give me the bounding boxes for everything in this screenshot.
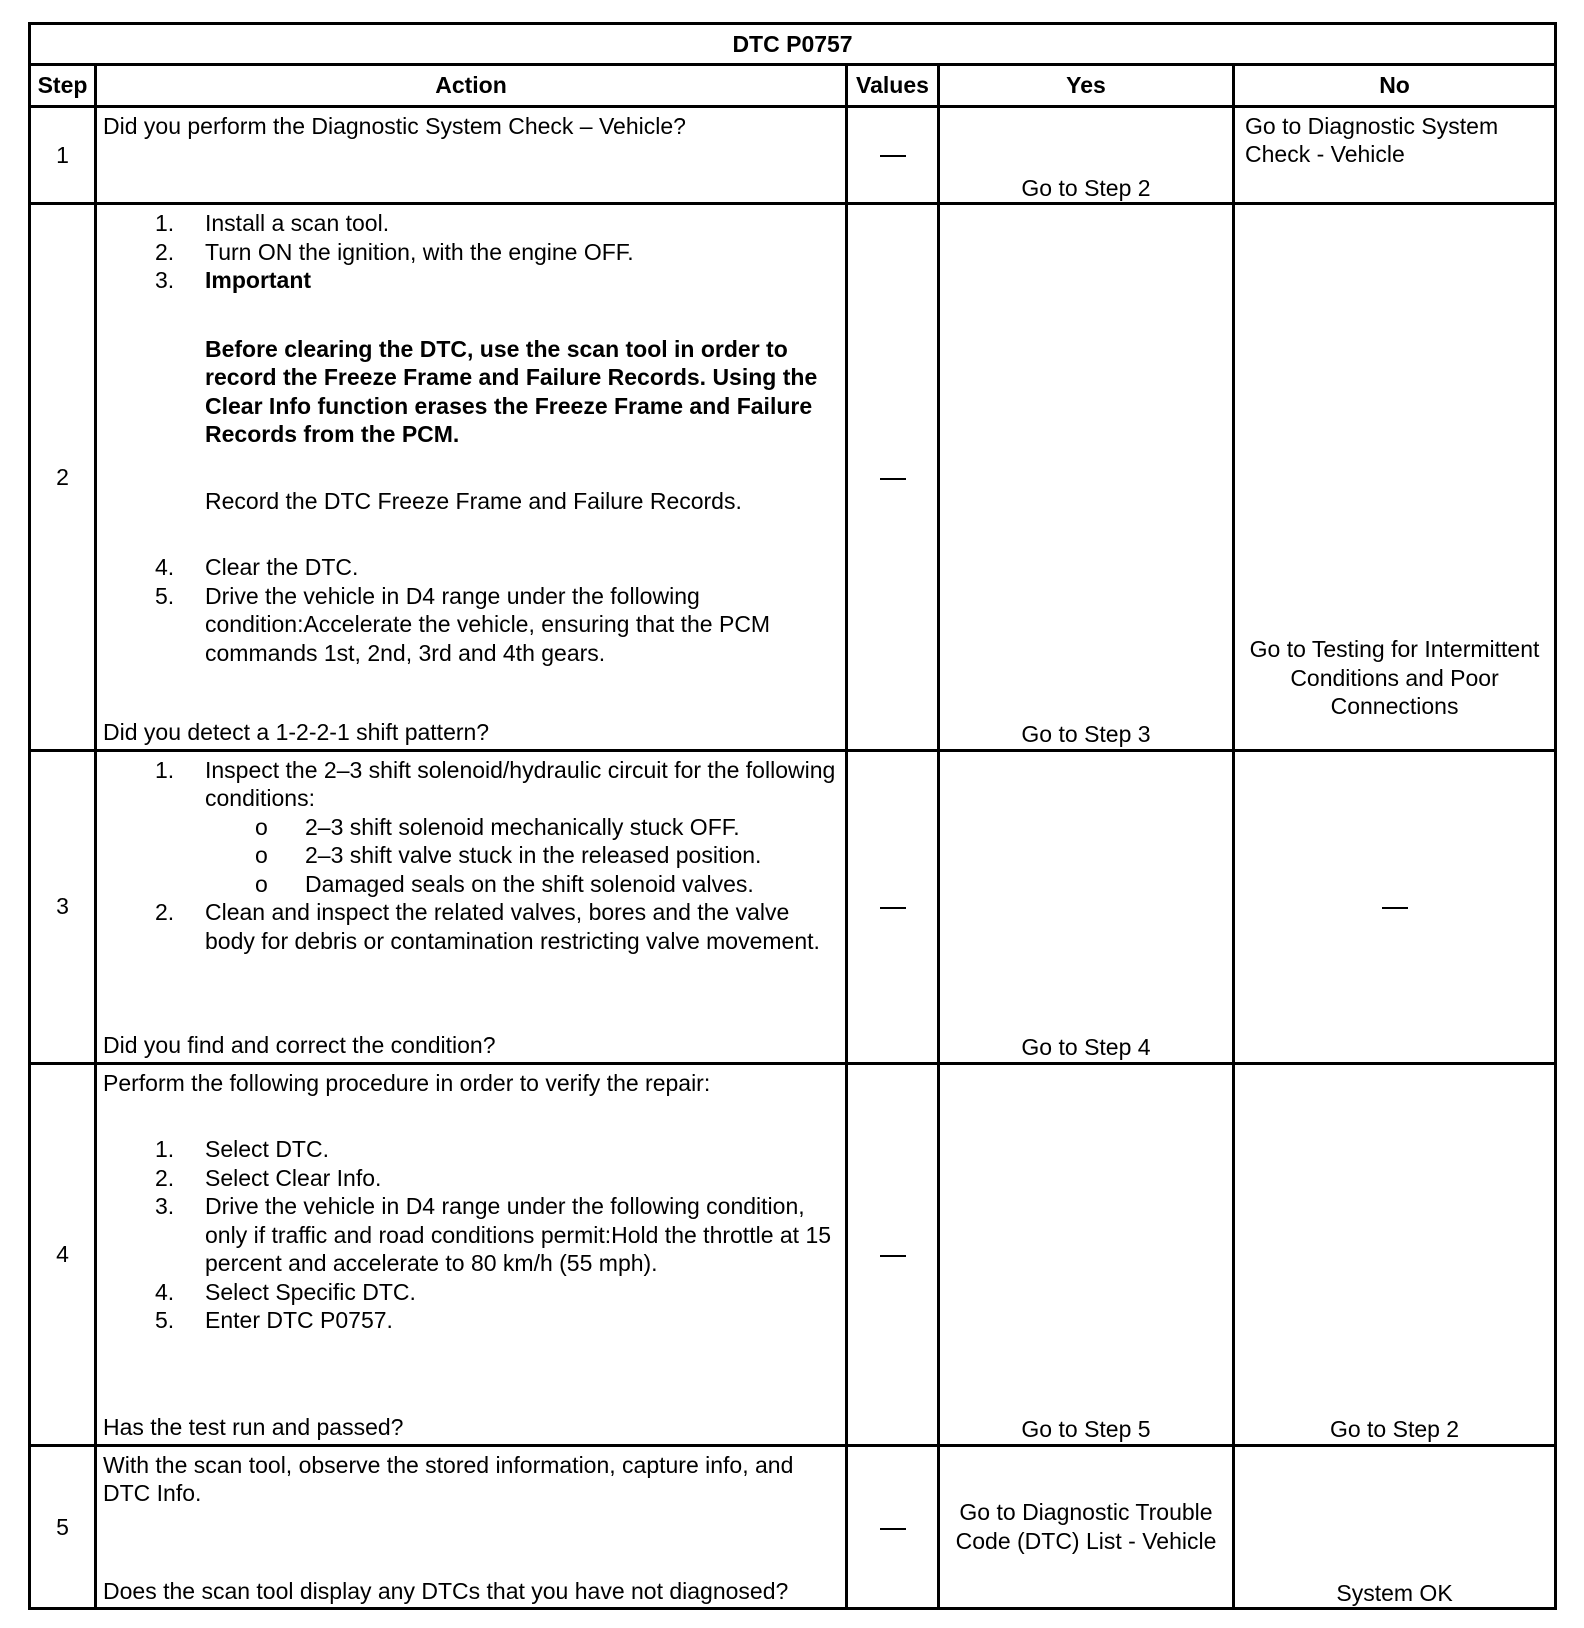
no-cell (1234, 204, 1556, 750)
list-item: 4. Select Specific DTC. (155, 1278, 416, 1305)
yes-action-link[interactable]: Go to Step 3 (1021, 721, 1151, 748)
procedure-list (103, 756, 841, 956)
list-item: 2. Select Clear Info. (155, 1164, 382, 1191)
yes-action-link[interactable]: Go to Step 5 (1021, 1416, 1151, 1443)
header-values: Values (847, 65, 939, 106)
no-cell (1234, 1063, 1556, 1445)
dash-mark (1382, 907, 1408, 909)
values-cell (847, 204, 939, 750)
action-question: Did you find and correct the condition? (103, 1032, 496, 1059)
yes-cell (939, 1445, 1234, 1608)
values-cell (847, 106, 939, 204)
no-action-link[interactable]: Go to Step 2 (1329, 1416, 1460, 1443)
step-number: 1 (30, 106, 96, 204)
step-number: 2 (30, 204, 96, 750)
dash-mark (880, 1528, 906, 1530)
dash-mark (880, 478, 906, 480)
action-question: Has the test run and passed? (103, 1414, 404, 1441)
yes-cell (939, 1063, 1234, 1445)
dash-mark (880, 1255, 906, 1257)
list-item: 1. Inspect the 2–3 shift solenoid/hydraulic circuit for the following conditions: o 2–3 shift solenoid mechanically stuck OFF. o 2–3 shift valve stuck in the released position. o Damaged seals on the shift solenoid valves. (103, 756, 841, 899)
table-row-step-1 (30, 106, 1556, 204)
table-row-step-5 (30, 1445, 1556, 1608)
action-intro: Perform the following procedure in order to verify the repair: (103, 1069, 711, 1096)
yes-action-link[interactable]: Go to Step 4 (1021, 1034, 1151, 1061)
action-cell (96, 1063, 847, 1445)
header-yes: Yes (939, 65, 1234, 106)
title-row (30, 24, 1556, 65)
condition-list (205, 813, 841, 899)
table-title: DTC P0757 (30, 24, 1556, 65)
yes-cell (939, 106, 1234, 204)
values-cell (847, 1063, 939, 1445)
action-cell (96, 204, 847, 750)
yes-action-link[interactable]: Go to Step 2 (1021, 174, 1151, 201)
no-action-link[interactable]: Go to Testing for Intermittent Conditions and Poor Connections (1249, 636, 1540, 720)
action-cell (96, 750, 847, 1063)
list-item: 4. Clear the DTC. (155, 554, 359, 581)
list-item: o 2–3 shift valve stuck in the released position. (255, 842, 762, 869)
no-cell (1234, 1445, 1556, 1608)
dash-mark (880, 907, 906, 909)
list-item: o 2–3 shift solenoid mechanically stuck OFF. (255, 813, 740, 840)
yes-cell (939, 204, 1234, 750)
header-action: Action (96, 65, 847, 106)
action-question: Did you perform the Diagnostic System Check – Vehicle? (103, 112, 686, 139)
list-item: 5. Drive the vehicle in D4 range under the following condition:Accelerate the vehicle, ensuring that the PCM commands 1st, 2nd, 3rd and 4th gears. (155, 582, 771, 666)
yes-cell (939, 750, 1234, 1063)
action-cell (96, 1445, 847, 1608)
list-item: o Damaged seals on the shift solenoid valves. (255, 870, 754, 897)
header-step: Step (30, 65, 96, 106)
no-action-link[interactable]: Go to Diagnostic System Check - Vehicle (1245, 112, 1499, 167)
list-item: 5. Enter DTC P0757. (155, 1307, 393, 1334)
values-cell (847, 1445, 939, 1608)
procedure-list (103, 1135, 841, 1335)
list-item: 2. Clean and inspect the related valves, bores and the valve body for debris or contamination restricting valve movement. (155, 899, 820, 954)
list-item: 2. Turn ON the ignition, with the engine OFF. (155, 238, 634, 265)
table-row-step-4 (30, 1063, 1556, 1445)
no-cell (1234, 750, 1556, 1063)
step-number: 3 (30, 750, 96, 1063)
action-question: Did you detect a 1-2-2-1 shift pattern? (103, 719, 490, 746)
action-intro: With the scan tool, observe the stored information, capture info, and DTC Info. (103, 1451, 794, 1507)
no-cell (1234, 106, 1556, 204)
values-cell (847, 750, 939, 1063)
table-row-step-3 (30, 750, 1556, 1063)
list-item: 3. Important Before clearing the DTC, use the scan tool in order to record the Freeze Frame and Failure Records. Using the Clear Info function erases the Freeze Frame and Failure Records from the PCM. Record the DTC Freeze Frame and Failure Records. (103, 266, 841, 515)
action-question: Does the scan tool display any DTCs that you have not diagnosed? (103, 1577, 789, 1604)
list-item: 3. Drive the vehicle in D4 range under the following condition, only if traffic and road conditions permit:Hold the throttle at 15 percent and accelerate to 80 km/h (55 mph). (155, 1193, 832, 1277)
yes-action-link[interactable]: Go to Diagnostic Trouble Code (DTC) List - Vehicle (955, 1499, 1217, 1554)
step-number: 4 (30, 1063, 96, 1445)
no-action-link[interactable]: System OK (1336, 1579, 1453, 1606)
step-number: 5 (30, 1445, 96, 1608)
dash-mark (880, 155, 906, 157)
dtc-table (28, 22, 1557, 1610)
procedure-list (103, 209, 841, 667)
header-no: No (1234, 65, 1556, 106)
table-row-step-2 (30, 204, 1556, 750)
important-note: Before clearing the DTC, use the scan tool in order to record the Freeze Frame and Failure Records. Using the Clear Info function erases the Freeze Frame and Failure Records from the PCM. (205, 335, 818, 448)
header-row (30, 65, 1556, 106)
action-cell (96, 106, 847, 204)
record-instruction: Record the DTC Freeze Frame and Failure Records. (205, 487, 742, 514)
list-item: 1. Select DTC. (155, 1136, 329, 1163)
list-item: 1. Install a scan tool. (155, 210, 390, 237)
important-label: Important (205, 267, 312, 294)
